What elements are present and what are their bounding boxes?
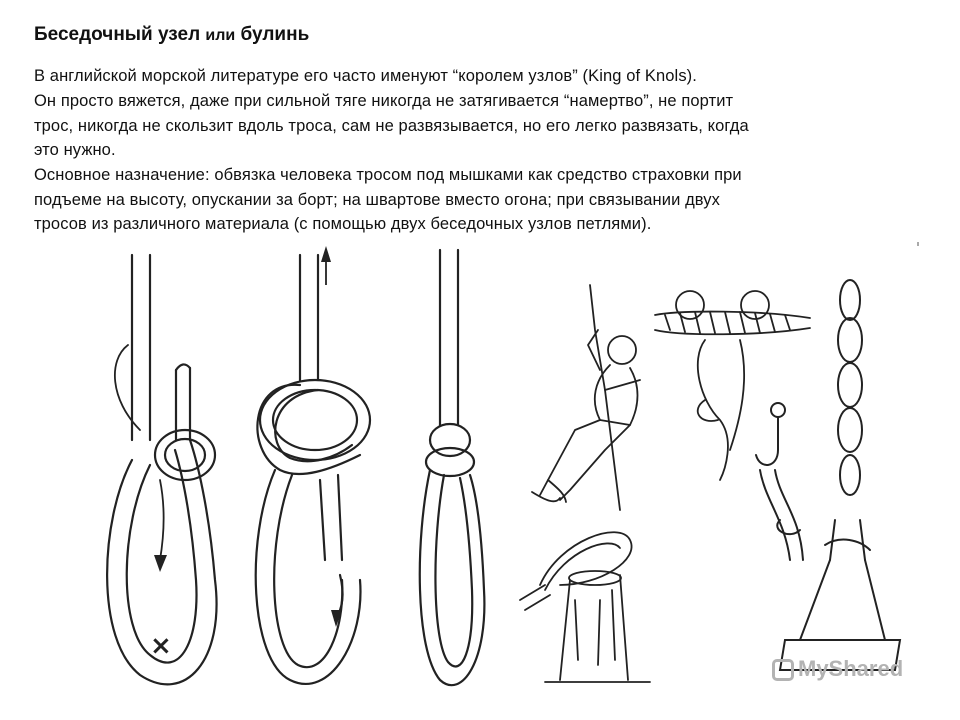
climber-illustration: [532, 285, 640, 510]
bowline-step-1: [107, 255, 216, 684]
paragraph-line: подъеме на высоту, опускании за борт; на швартове вместо огона; при связывании двух: [34, 190, 721, 209]
paragraph-line: трос, никогда не скользит вдоль троса, сам не развязывается, но его легко развязать, когда: [34, 116, 749, 135]
paragraph-king-of-knots: В английской морской литературе его часто именуют “королем узлов” (King of Knols).: [34, 67, 697, 85]
bowline-step-3: [420, 250, 485, 685]
paragraph-line: Он просто вяжется, даже при сильной тяге никогда не затягивается “намертво”, не портит: [34, 92, 734, 110]
title-conjunction: или: [205, 27, 236, 44]
paragraph-line: это нужно.: [34, 141, 116, 160]
watermark-brand: MyShared: [798, 656, 904, 681]
paragraph-line: Основное назначение: обвязка человека тросом под мышками как средство страховки при: [34, 166, 742, 184]
paragraph-line: тросов из различного материала (с помощью двух беседочных узлов петлями).: [34, 215, 652, 234]
step-mark: ×: [150, 631, 172, 661]
chain-illustration: [780, 280, 900, 670]
title-main: Беседочный узел: [34, 24, 201, 45]
hook-illustration: [756, 403, 803, 560]
watermark-logo-icon: [772, 659, 794, 681]
tree-stump-illustration: [520, 532, 650, 682]
rope-over-log-illustration: [655, 291, 810, 480]
arrow-down-icon: [154, 555, 167, 572]
watermark: [772, 656, 903, 682]
title-end: булинь: [240, 24, 310, 45]
bowline-step-2: [256, 255, 370, 684]
arrow-up-icon: [321, 246, 331, 262]
